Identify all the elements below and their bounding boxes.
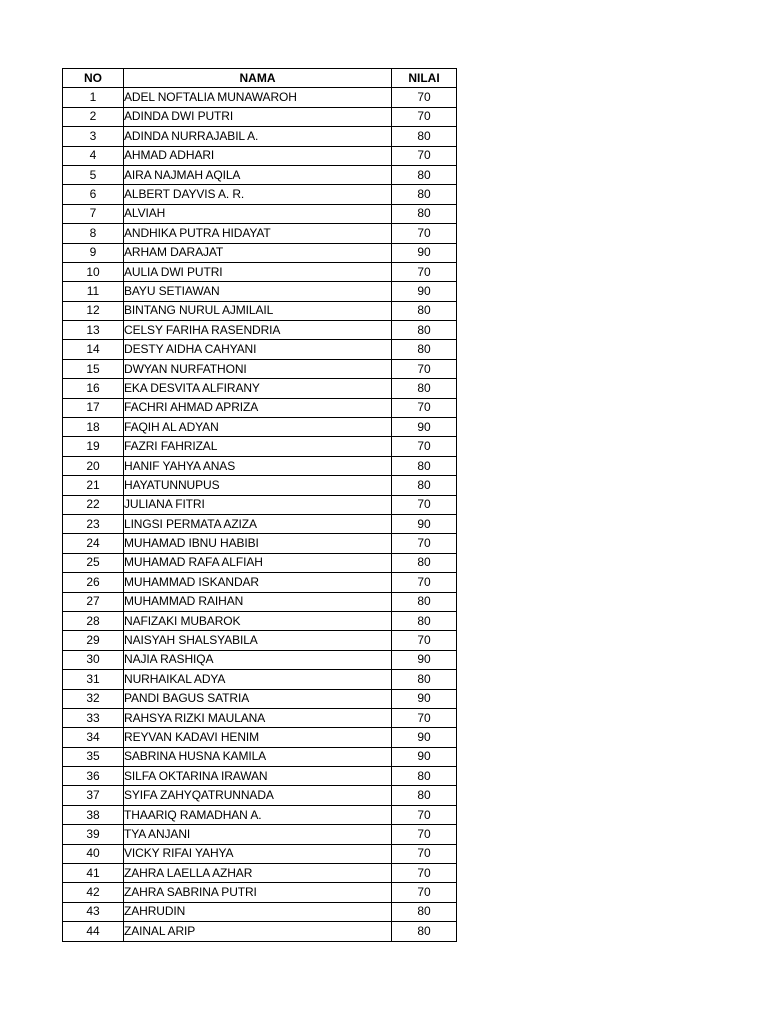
table-row xyxy=(63,514,457,533)
row-number: 2 xyxy=(63,107,124,126)
row-number: 9 xyxy=(63,243,124,262)
header-nilai: NILAI xyxy=(392,69,457,88)
student-name: NAFIZAKI MUBAROK xyxy=(124,611,392,630)
row-number: 13 xyxy=(63,321,124,340)
row-number: 28 xyxy=(63,611,124,630)
row-number: 33 xyxy=(63,708,124,727)
grade-value: 70 xyxy=(392,534,457,553)
table-row xyxy=(63,398,457,417)
table-row xyxy=(63,747,457,766)
student-name: FAZRI FAHRIZAL xyxy=(124,437,392,456)
student-name: PANDI BAGUS SATRIA xyxy=(124,689,392,708)
table-row xyxy=(63,650,457,669)
table-row xyxy=(63,670,457,689)
row-number: 41 xyxy=(63,864,124,883)
student-name: VICKY RIFAI YAHYA xyxy=(124,844,392,863)
table-row xyxy=(63,476,457,495)
grade-value: 80 xyxy=(392,767,457,786)
header-no: NO xyxy=(63,69,124,88)
table-row xyxy=(63,553,457,572)
table-row xyxy=(63,844,457,863)
grade-value: 70 xyxy=(392,146,457,165)
grade-value: 80 xyxy=(392,301,457,320)
row-number: 42 xyxy=(63,883,124,902)
table-row xyxy=(63,689,457,708)
grade-value: 80 xyxy=(392,204,457,223)
grade-value: 80 xyxy=(392,185,457,204)
grade-value: 70 xyxy=(392,495,457,514)
grade-value: 90 xyxy=(392,728,457,747)
row-number: 27 xyxy=(63,592,124,611)
student-name: SILFA OKTARINA IRAWAN xyxy=(124,767,392,786)
grade-value: 80 xyxy=(392,592,457,611)
row-number: 31 xyxy=(63,670,124,689)
student-name: AHMAD ADHARI xyxy=(124,146,392,165)
student-name: NAJIA RASHIQA xyxy=(124,650,392,669)
student-name: ZAHRUDIN xyxy=(124,902,392,921)
row-number: 11 xyxy=(63,282,124,301)
grade-value: 90 xyxy=(392,650,457,669)
row-number: 18 xyxy=(63,418,124,437)
student-name: TYA ANJANI xyxy=(124,825,392,844)
student-name: AIRA NAJMAH AQILA xyxy=(124,165,392,184)
student-name: THAARIQ RAMADHAN A. xyxy=(124,805,392,824)
row-number: 20 xyxy=(63,456,124,475)
grade-value: 90 xyxy=(392,418,457,437)
row-number: 10 xyxy=(63,262,124,281)
row-number: 26 xyxy=(63,573,124,592)
row-number: 6 xyxy=(63,185,124,204)
grade-value: 80 xyxy=(392,379,457,398)
table-row xyxy=(63,767,457,786)
grade-value: 70 xyxy=(392,107,457,126)
row-number: 25 xyxy=(63,553,124,572)
table-row xyxy=(63,359,457,378)
header-nama: NAMA xyxy=(124,69,392,88)
student-name: MUHAMMAD RAIHAN xyxy=(124,592,392,611)
row-number: 7 xyxy=(63,204,124,223)
grade-value: 70 xyxy=(392,398,457,417)
grade-value: 80 xyxy=(392,127,457,146)
student-name: EKA DESVITA ALFIRANY xyxy=(124,379,392,398)
table-row xyxy=(63,379,457,398)
grade-value: 70 xyxy=(392,88,457,107)
student-name: NAISYAH SHALSYABILA xyxy=(124,631,392,650)
student-name: ANDHIKA PUTRA HIDAYAT xyxy=(124,224,392,243)
student-name: RAHSYA RIZKI MAULANA xyxy=(124,708,392,727)
table-row xyxy=(63,902,457,921)
grade-value: 80 xyxy=(392,456,457,475)
grade-value: 90 xyxy=(392,747,457,766)
table-row xyxy=(63,243,457,262)
table-row xyxy=(63,495,457,514)
grade-value: 70 xyxy=(392,883,457,902)
row-number: 3 xyxy=(63,127,124,146)
student-name: ALBERT DAYVIS A. R. xyxy=(124,185,392,204)
table-row xyxy=(63,708,457,727)
grade-value: 70 xyxy=(392,573,457,592)
grade-value: 80 xyxy=(392,786,457,805)
table-row xyxy=(63,922,457,941)
grade-value: 70 xyxy=(392,224,457,243)
student-name: MUHAMAD RAFA ALFIAH xyxy=(124,553,392,572)
row-number: 5 xyxy=(63,165,124,184)
row-number: 39 xyxy=(63,825,124,844)
table-row xyxy=(63,437,457,456)
row-number: 12 xyxy=(63,301,124,320)
table-row xyxy=(63,786,457,805)
grade-value: 90 xyxy=(392,282,457,301)
table-row xyxy=(63,204,457,223)
grade-value: 70 xyxy=(392,825,457,844)
row-number: 36 xyxy=(63,767,124,786)
grade-value: 80 xyxy=(392,165,457,184)
student-name: ALVIAH xyxy=(124,204,392,223)
grades-table xyxy=(62,68,457,942)
grade-value: 70 xyxy=(392,708,457,727)
student-name: ZAHRA LAELLA AZHAR xyxy=(124,864,392,883)
row-number: 44 xyxy=(63,922,124,941)
student-name: CELSY FARIHA RASENDRIA xyxy=(124,321,392,340)
grade-value: 70 xyxy=(392,631,457,650)
grade-value: 80 xyxy=(392,321,457,340)
table-row xyxy=(63,127,457,146)
grade-value: 80 xyxy=(392,611,457,630)
table-row xyxy=(63,107,457,126)
grade-value: 80 xyxy=(392,922,457,941)
grade-value: 80 xyxy=(392,553,457,572)
row-number: 23 xyxy=(63,514,124,533)
student-name: ZAINAL ARIP xyxy=(124,922,392,941)
table-row xyxy=(63,573,457,592)
student-name: DWYAN NURFATHONI xyxy=(124,359,392,378)
grade-value: 80 xyxy=(392,476,457,495)
row-number: 24 xyxy=(63,534,124,553)
table-row xyxy=(63,611,457,630)
table-row xyxy=(63,825,457,844)
row-number: 34 xyxy=(63,728,124,747)
student-name: DESTY AIDHA CAHYANI xyxy=(124,340,392,359)
row-number: 14 xyxy=(63,340,124,359)
student-name: FAQIH AL ADYAN xyxy=(124,418,392,437)
grade-value: 70 xyxy=(392,864,457,883)
row-number: 37 xyxy=(63,786,124,805)
table-row xyxy=(63,146,457,165)
student-name: AULIA DWI PUTRI xyxy=(124,262,392,281)
row-number: 21 xyxy=(63,476,124,495)
row-number: 15 xyxy=(63,359,124,378)
student-name: BAYU SETIAWAN xyxy=(124,282,392,301)
row-number: 30 xyxy=(63,650,124,669)
row-number: 19 xyxy=(63,437,124,456)
grade-value: 80 xyxy=(392,340,457,359)
table-row xyxy=(63,301,457,320)
row-number: 29 xyxy=(63,631,124,650)
student-name: ADINDA NURRAJABIL A. xyxy=(124,127,392,146)
grade-value: 80 xyxy=(392,902,457,921)
table-row xyxy=(63,88,457,107)
table-row xyxy=(63,418,457,437)
student-name: REYVAN KADAVI HENIM xyxy=(124,728,392,747)
student-name: SABRINA HUSNA KAMILA xyxy=(124,747,392,766)
row-number: 1 xyxy=(63,88,124,107)
grade-value: 70 xyxy=(392,262,457,281)
row-number: 35 xyxy=(63,747,124,766)
table-row xyxy=(63,262,457,281)
student-name: SYIFA ZAHYQATRUNNADA xyxy=(124,786,392,805)
table-row xyxy=(63,534,457,553)
student-name: JULIANA FITRI xyxy=(124,495,392,514)
student-name: MUHAMMAD ISKANDAR xyxy=(124,573,392,592)
row-number: 8 xyxy=(63,224,124,243)
grade-value: 70 xyxy=(392,844,457,863)
grade-value: 70 xyxy=(392,805,457,824)
student-name: ARHAM DARAJAT xyxy=(124,243,392,262)
student-name: HANIF YAHYA ANAS xyxy=(124,456,392,475)
student-name: HAYATUNNUPUS xyxy=(124,476,392,495)
header-row xyxy=(63,69,457,88)
table-row xyxy=(63,631,457,650)
grade-value: 80 xyxy=(392,670,457,689)
student-name: ADINDA DWI PUTRI xyxy=(124,107,392,126)
student-name: MUHAMAD IBNU HABIBI xyxy=(124,534,392,553)
row-number: 40 xyxy=(63,844,124,863)
grade-value: 70 xyxy=(392,359,457,378)
student-name: FACHRI AHMAD APRIZA xyxy=(124,398,392,417)
row-number: 17 xyxy=(63,398,124,417)
student-name: BINTANG NURUL AJMILAIL xyxy=(124,301,392,320)
table-row xyxy=(63,282,457,301)
grade-value: 70 xyxy=(392,437,457,456)
row-number: 16 xyxy=(63,379,124,398)
student-name: NURHAIKAL ADYA xyxy=(124,670,392,689)
row-number: 22 xyxy=(63,495,124,514)
row-number: 38 xyxy=(63,805,124,824)
student-name: LINGSI PERMATA AZIZA xyxy=(124,514,392,533)
grade-value: 90 xyxy=(392,243,457,262)
table-row xyxy=(63,321,457,340)
table-row xyxy=(63,805,457,824)
row-number: 32 xyxy=(63,689,124,708)
table-row xyxy=(63,592,457,611)
table-row xyxy=(63,864,457,883)
student-name: ZAHRA SABRINA PUTRI xyxy=(124,883,392,902)
row-number: 43 xyxy=(63,902,124,921)
table-row xyxy=(63,883,457,902)
table-row xyxy=(63,185,457,204)
table-row xyxy=(63,456,457,475)
table-row xyxy=(63,728,457,747)
grade-value: 90 xyxy=(392,689,457,708)
table-row xyxy=(63,340,457,359)
table-row xyxy=(63,224,457,243)
row-number: 4 xyxy=(63,146,124,165)
grade-value: 90 xyxy=(392,514,457,533)
table-row xyxy=(63,165,457,184)
student-name: ADEL NOFTALIA MUNAWAROH xyxy=(124,88,392,107)
